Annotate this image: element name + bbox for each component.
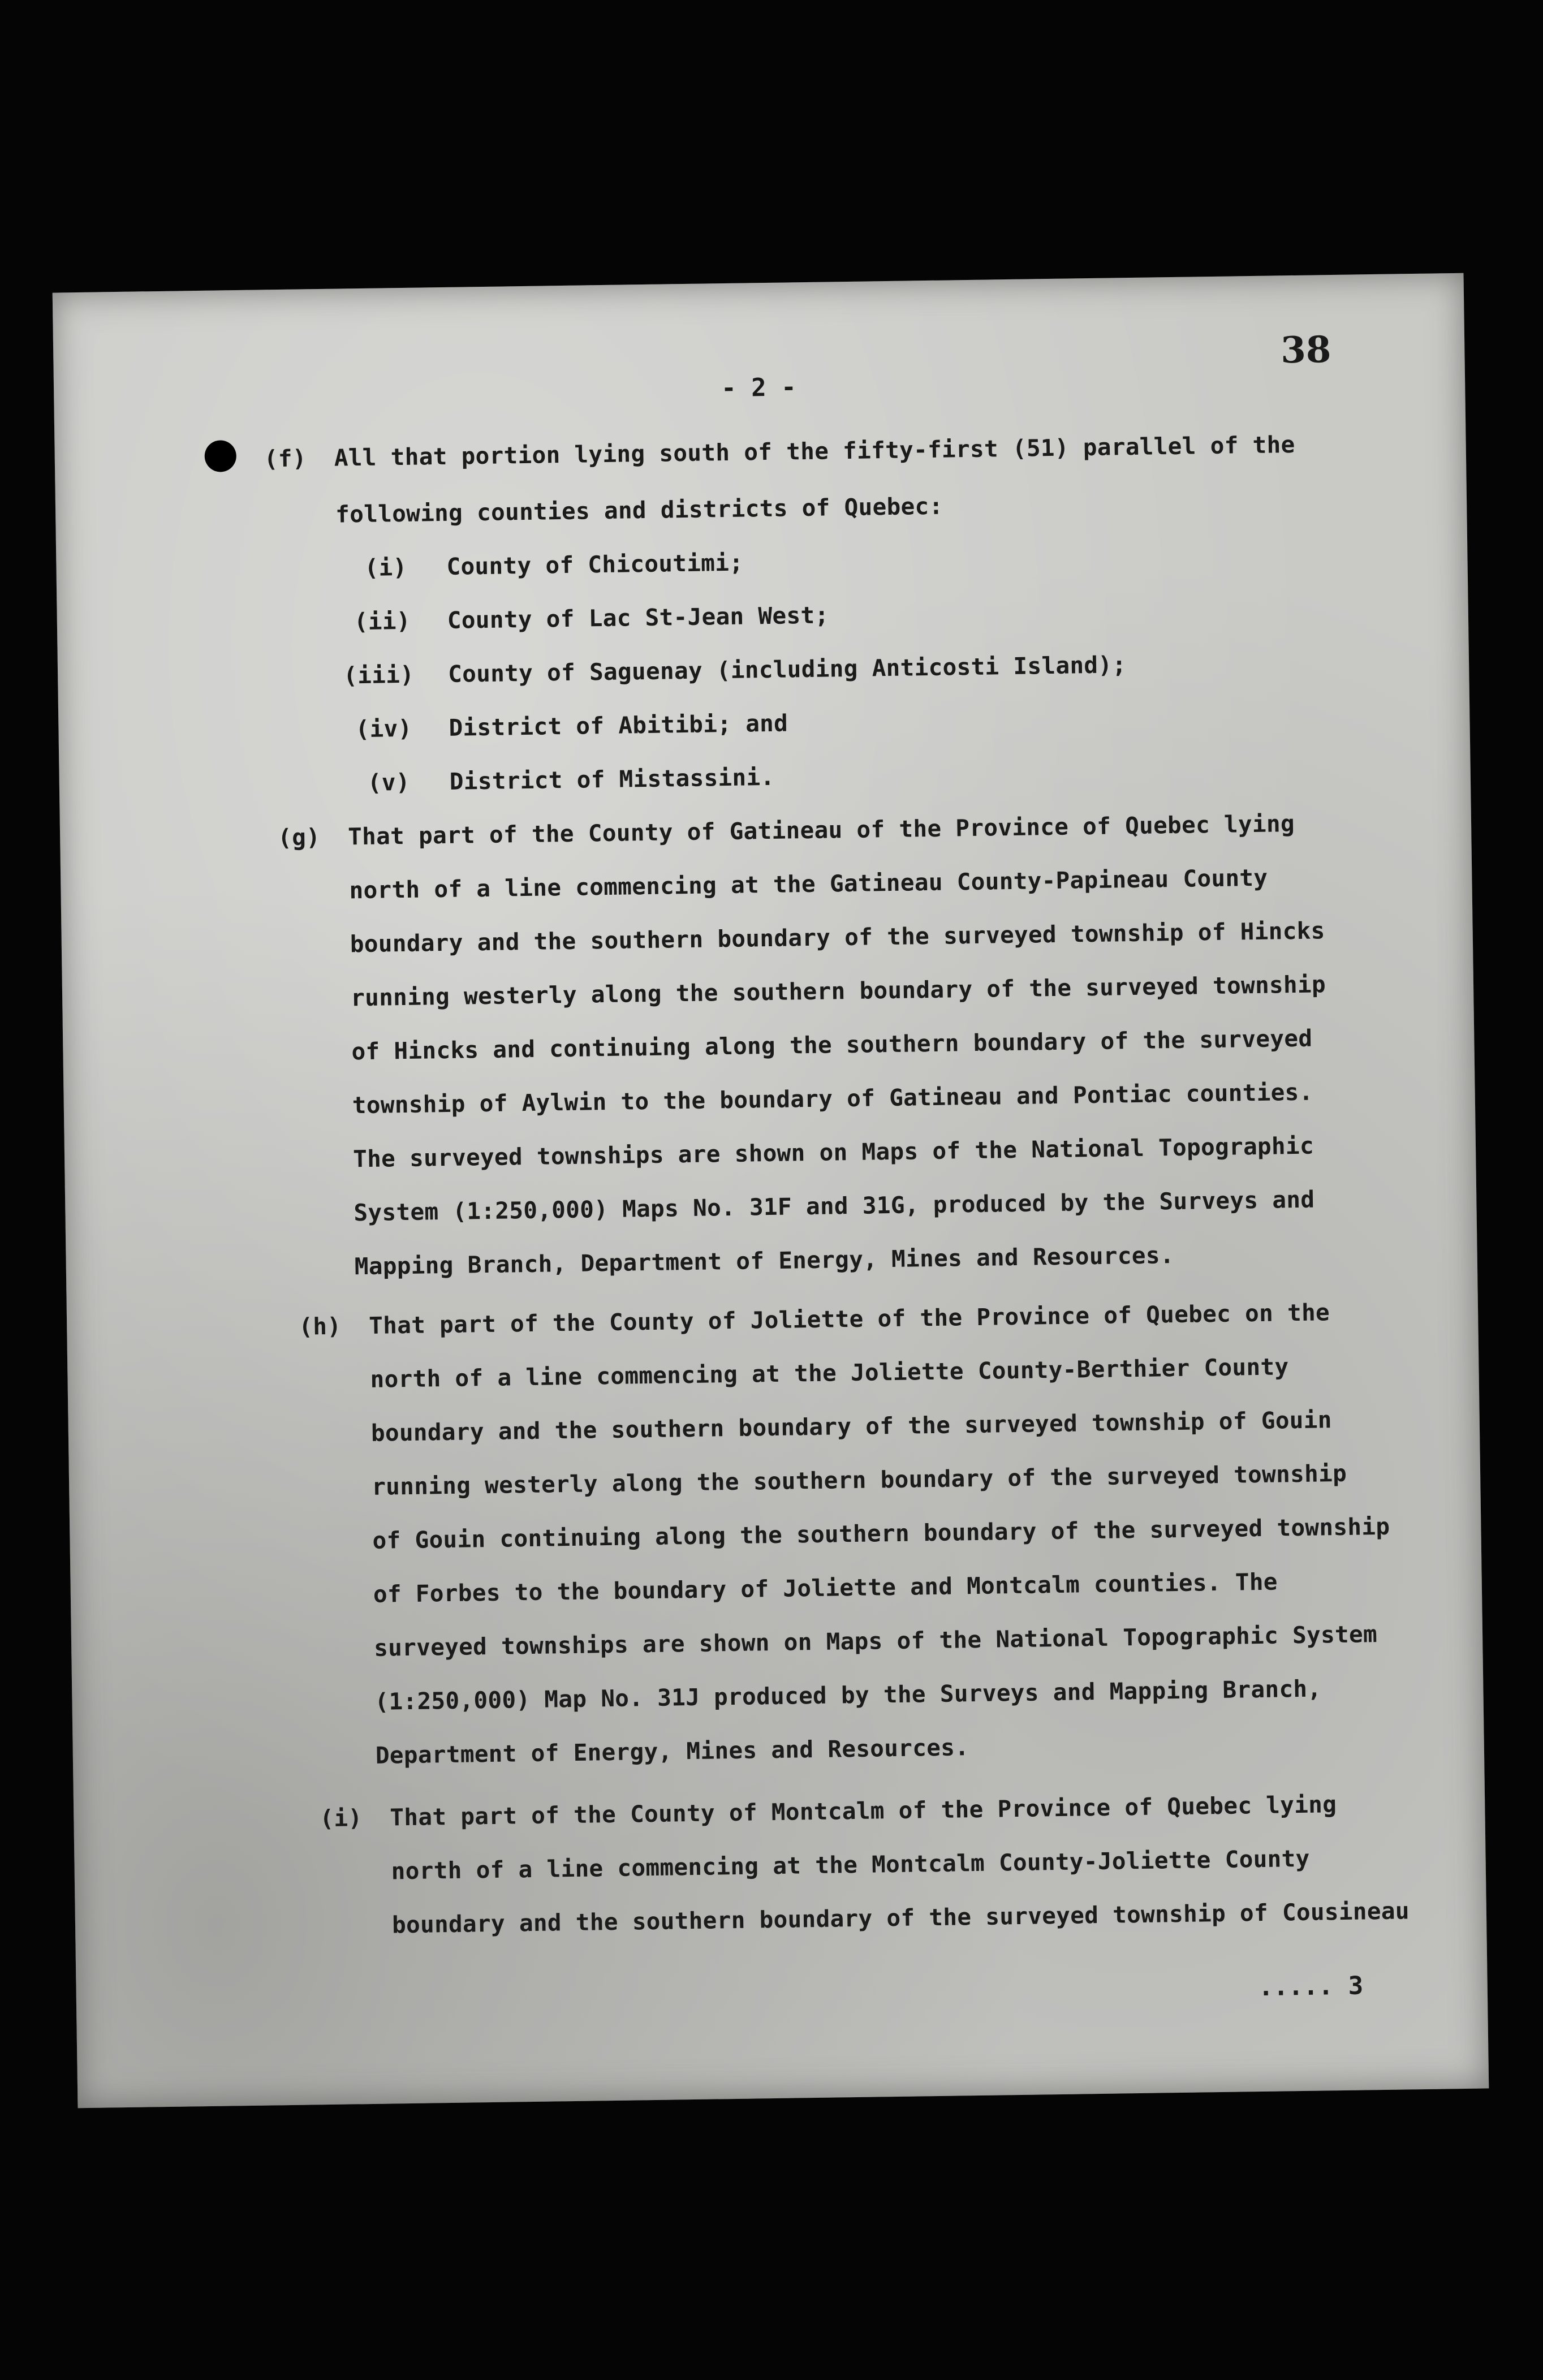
section-h-text: That part of the County of Joliette of the Province of Quebec on the	[368, 1299, 1330, 1339]
section-h-text: (1:250,000) Map No. 31J produced by the Surveys and Mapping Branch,	[374, 1675, 1322, 1715]
section-g-line-1	[278, 810, 1295, 851]
section-h-text: north of a line commencing at the Joliette County-Berthier County	[370, 1353, 1289, 1393]
section-h-text: of Forbes to the boundary of Joliette and Montcalm counties. The	[373, 1568, 1278, 1608]
list-item-marker: (i)	[364, 553, 407, 581]
section-i-marker: (i)	[320, 1804, 363, 1833]
section-g-text: The surveyed townships are shown on Maps of the National Topographic	[352, 1132, 1314, 1173]
section-h-text: Department of Energy, Mines and Resources.	[375, 1734, 969, 1769]
section-i-text: north of a line commencing at the Montcalm County-Joliette County	[391, 1844, 1310, 1885]
list-item-text: District of Mistassini.	[449, 763, 775, 795]
list-item	[368, 764, 775, 796]
section-f-line-1	[264, 431, 1295, 472]
list-item-marker: (v)	[367, 768, 411, 796]
list-item-marker: (ii)	[354, 607, 411, 636]
document-page	[53, 273, 1489, 2109]
section-i-text: That part of the County of Montcalm of the Province of Quebec lying	[390, 1791, 1337, 1831]
section-g-text: running westerly along the southern boundary of the surveyed township	[350, 971, 1326, 1012]
section-h-text: of Gouin continuing along the southern boundary of the surveyed township	[372, 1512, 1390, 1554]
section-f-text-1: All that portion lying south of the fifty-first (51) parallel of the	[334, 430, 1295, 472]
section-g-text: township of Aylwin to the boundary of Gatineau and Pontiac counties.	[352, 1078, 1313, 1119]
section-g-marker: (g)	[277, 823, 321, 852]
section-f-text-2: following counties and districts of Quebec:	[335, 492, 943, 528]
page-number: - 2 -	[721, 373, 796, 403]
list-item-text: County of Saguenay (including Anticosti Island);	[447, 651, 1127, 688]
section-g-text: Mapping Branch, Department of Energy, Mines and Resources.	[354, 1241, 1175, 1280]
section-g-text: System (1:250,000) Maps No. 31F and 31G, produced by the Surveys and	[354, 1185, 1315, 1227]
list-item-text: County of Chicoutimi;	[446, 549, 744, 580]
punch-hole	[204, 440, 236, 472]
section-g-text: boundary and the southern boundary of the surveyed township of Hincks	[350, 917, 1325, 958]
section-i-line-1	[320, 1791, 1337, 1832]
section-h-text: running westerly along the southern boundary of the surveyed township	[371, 1459, 1347, 1501]
section-h-text: boundary and the southern boundary of the surveyed township of Gouin	[370, 1406, 1333, 1447]
list-item-marker: (iv)	[355, 714, 412, 743]
list-item	[355, 709, 788, 743]
list-item-marker: (iii)	[343, 661, 415, 689]
continuation-marker: ..... 3	[1258, 1971, 1364, 2002]
section-g-text: north of a line commencing at the Gatineau County-Papineau County	[349, 864, 1268, 904]
section-i-text: boundary and the southern boundary of the surveyed township of Cousineau	[391, 1897, 1410, 1939]
list-item	[354, 601, 829, 635]
list-item	[343, 651, 1127, 689]
section-h-text: surveyed townships are shown on Maps of the National Topographic System	[373, 1620, 1378, 1662]
list-item	[364, 549, 743, 581]
folio-number: 38	[1280, 329, 1331, 372]
section-g-text: of Hincks and continuing along the southern boundary of the surveyed	[351, 1024, 1313, 1066]
section-h-marker: (h)	[298, 1312, 342, 1340]
section-f-marker: (f)	[264, 445, 307, 473]
section-g-text: That part of the County of Gatineau of the Province of Quebec lying	[347, 810, 1295, 851]
section-f-line-2	[335, 493, 943, 528]
section-h-line-1	[299, 1299, 1330, 1340]
list-item-text: District of Abitibi; and	[449, 709, 788, 741]
list-item-text: County of Lac St-Jean West;	[447, 601, 829, 634]
